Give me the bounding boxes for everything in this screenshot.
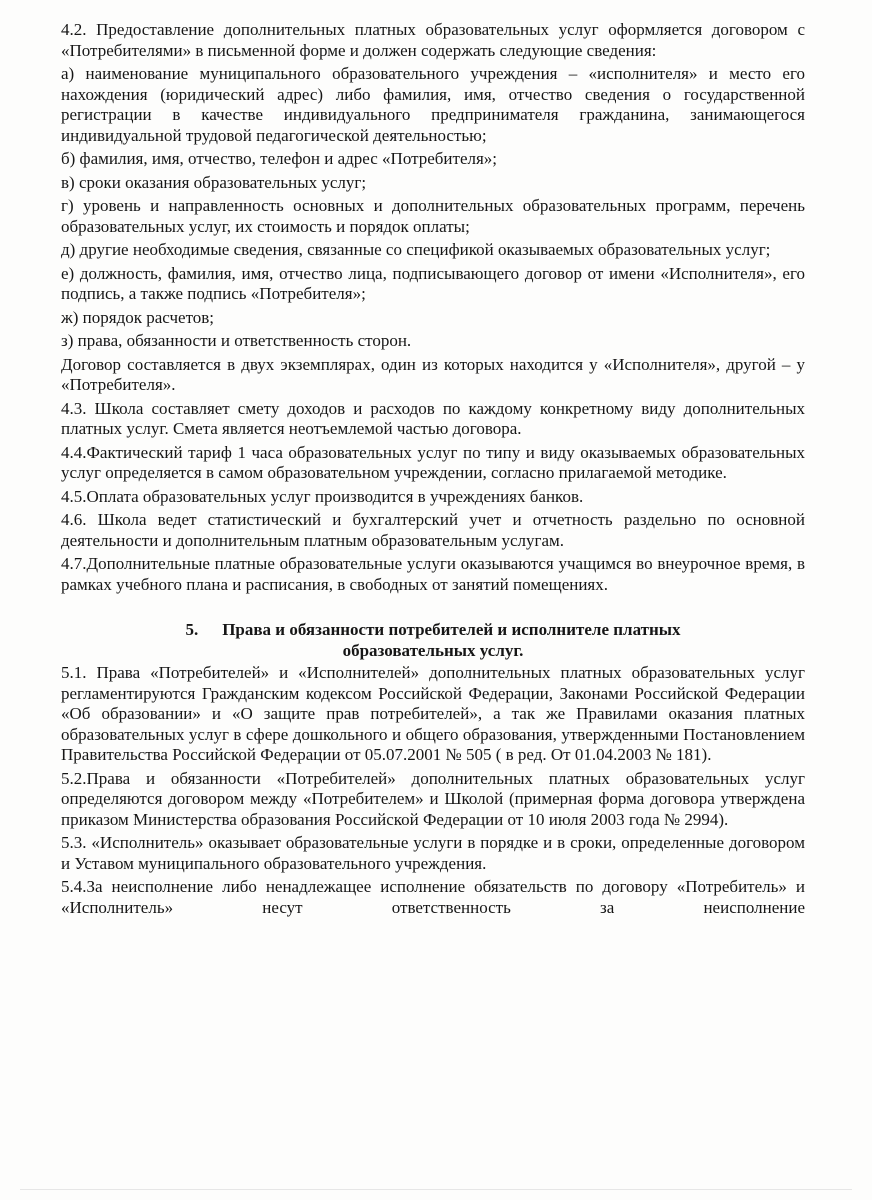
list-item-a: а) наименование муниципального образовательного учреждения – «исполнителя» и место его нахождения (юридический адрес) либо фамилия, имя, отчество сведения о государственной регистрации в качестве индивидуального предпринимателя гражданина, занимающегося индивидуальной трудовой педагогической деятельностью; <box>61 64 805 145</box>
paragraph-4-4: 4.4.Фактический тариф 1 часа образовательных услуг по типу и виду оказываемых образовательных услуг определяется в самом образовательном учреждении, согласно прилагаемой методике. <box>61 442 805 482</box>
list-item-g: г) уровень и направленность основных и дополнительных образовательных программ, перечень образовательных услуг, их стоимость и порядок оплаты; <box>61 196 805 236</box>
paragraph-5-3: 5.3. «Исполнитель» оказывает образовательные услуги в порядке и в сроки, определенные договором и Уставом муниципального образовательного учреждения. <box>61 833 805 873</box>
section-title-line2: образовательных услуг. <box>342 640 524 660</box>
section-5-heading-line1 <box>61 620 805 641</box>
scan-edge-line <box>20 1189 852 1190</box>
section-number: 5. <box>185 620 199 639</box>
list-item-z: з) права, обязанности и ответственность сторон. <box>61 331 412 350</box>
list-item-zh: ж) порядок расчетов; <box>61 307 215 327</box>
paragraph-4-7: 4.7.Дополнительные платные образовательные услуги оказываются учащимся во внеурочное время, в рамках учебного плана и расписания, в свободных от занятий помещениях. <box>61 554 805 594</box>
list-item-e: е) должность, фамилия, имя, отчество лица, подписывающего договор от имени «Исполнителя», его подпись, а также подпись «Потребителя»; <box>61 263 805 303</box>
paragraph-contract-copies: Договор составляется в двух экземплярах, один из которых находится у «Исполнителя», другой – у «Потребителя». <box>61 354 805 394</box>
section-title-line1: Права и обязанности потребителей и исполнителе платных <box>222 620 681 639</box>
paragraph-4-5: 4.5.Оплата образовательных услуг производится в учреждениях банков. <box>61 486 584 506</box>
list-item-v: в) сроки оказания образовательных услуг; <box>61 172 367 192</box>
section-5-heading <box>61 620 805 661</box>
section-spacer <box>61 598 805 616</box>
paragraph-5-1: 5.1. Права «Потребителей» и «Исполнителей» дополнительных платных образовательных услуг регламентируются Гражданским кодексом Российской Федерации, Законами Российской Федерации «Об образовании» и «О защите прав потребителей», а так же Правилами оказания платных образовательных услуг в сфере дошкольного и общего образования, утвержденными Постановлением Правительства Российской Федерации от 05.07.2001 № 505 ( в ред. От 01.04.2003 № 181). <box>61 663 805 764</box>
paragraph-4-3: 4.3. Школа составляет смету доходов и расходов по каждому конкретному виду дополнительных платных услуг. Смета является неотъемлемой частью договора. <box>61 398 805 438</box>
list-item-d: д) другие необходимые сведения, связанные со спецификой оказываемых образовательных услуг; <box>61 240 771 259</box>
paragraph-4-6: 4.6. Школа ведет статистический и бухгалтерский учет и отчетность раздельно по основной деятельности и дополнительным платным образовательным услугам. <box>61 510 805 550</box>
paragraph-4-2: 4.2. Предоставление дополнительных платных образовательных услуг оформляется договором с «Потребителями» в письменной форме и должен содержать следующие сведения: <box>61 20 805 60</box>
list-item-b: б) фамилия, имя, отчество, телефон и адрес «Потребителя»; <box>61 149 498 168</box>
paragraph-5-4: 5.4.За неисполнение либо ненадлежащее исполнение обязательств по договору «Потребитель» и «Исполнитель» несут ответственность за неисполнение <box>61 877 805 917</box>
document-body <box>61 20 805 921</box>
paragraph-5-2: 5.2.Права и обязанности «Потребителей» дополнительных платных образовательных услуг определяются договором между «Потребителем» и Школой (примерная форма договора утверждена приказом Министерства образования Российской Федерации от 10 июля 2003 года № 2994). <box>61 768 805 829</box>
